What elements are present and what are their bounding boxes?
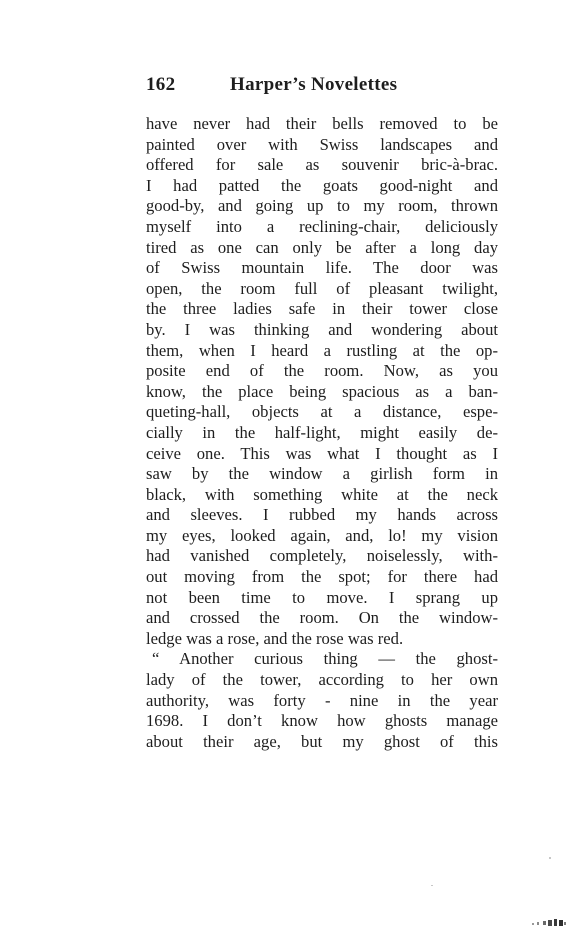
- text-line: myself into a reclining-chair, deliciously: [146, 216, 498, 236]
- text-line: out moving from the spot; for there had: [146, 567, 498, 587]
- text-line: ledge was a rose, and the rose was red.: [146, 628, 404, 648]
- text-line: black, with something white at the neck: [146, 484, 498, 504]
- scan-mark: [530, 915, 568, 929]
- text-line: and sleeves. I rubbed my hands across: [146, 505, 498, 525]
- text-line: not been time to move. I sprang up: [146, 587, 498, 607]
- text-line: have never had their bells removed to be: [146, 114, 498, 133]
- text-line: them, when I heard a rustling at the op-: [146, 340, 498, 360]
- text-line: I had patted the goats good-night and: [146, 175, 498, 195]
- text-line: my eyes, looked again, and, lo! my vision: [146, 525, 498, 545]
- text-line: of Swiss mountain life. The door was: [146, 258, 498, 278]
- text-line: ceive one. This was what I thought as I: [146, 443, 498, 463]
- text-line: lady of the tower, according to her own: [146, 670, 498, 690]
- page-number: 162: [146, 74, 176, 95]
- text-line: saw by the window a girlish form in: [146, 464, 498, 484]
- scan-speck: [549, 857, 551, 859]
- text-line: painted over with Swiss landscapes and: [146, 134, 498, 154]
- text-line: by. I was thinking and wondering about: [146, 319, 498, 339]
- text-line: queting-hall, objects at a distance, espe-: [146, 402, 498, 422]
- text-line: posite end of the room. Now, as you: [146, 361, 498, 381]
- text-line: 1698. I don’t know how ghosts manage: [146, 711, 498, 731]
- text-line: the three ladies safe in their tower close: [146, 299, 498, 319]
- text-line: cially in the half-light, might easily de-: [146, 422, 498, 442]
- text-line: “ Another curious thing — the ghost-: [152, 649, 498, 669]
- body-text: [146, 114, 498, 752]
- running-title: Harper’s Novelettes: [230, 74, 398, 95]
- text-line: offered for sale as souvenir bric-à-brac.: [146, 155, 498, 175]
- text-line: good-by, and going up to my room, thrown: [146, 196, 498, 216]
- text-line: authority, was forty - nine in the year: [146, 690, 498, 710]
- scan-speck: [431, 885, 433, 886]
- text-line: tired as one can only be after a long day: [146, 237, 498, 257]
- text-line: about their age, but my ghost of this: [146, 731, 498, 751]
- text-line: open, the room full of pleasant twilight,: [146, 278, 498, 298]
- text-line: know, the place being spacious as a ban-: [146, 381, 498, 401]
- running-head: [146, 74, 506, 102]
- text-line: and crossed the room. On the window-: [146, 608, 498, 628]
- text-line: had vanished completely, noiselessly, with-: [146, 546, 498, 566]
